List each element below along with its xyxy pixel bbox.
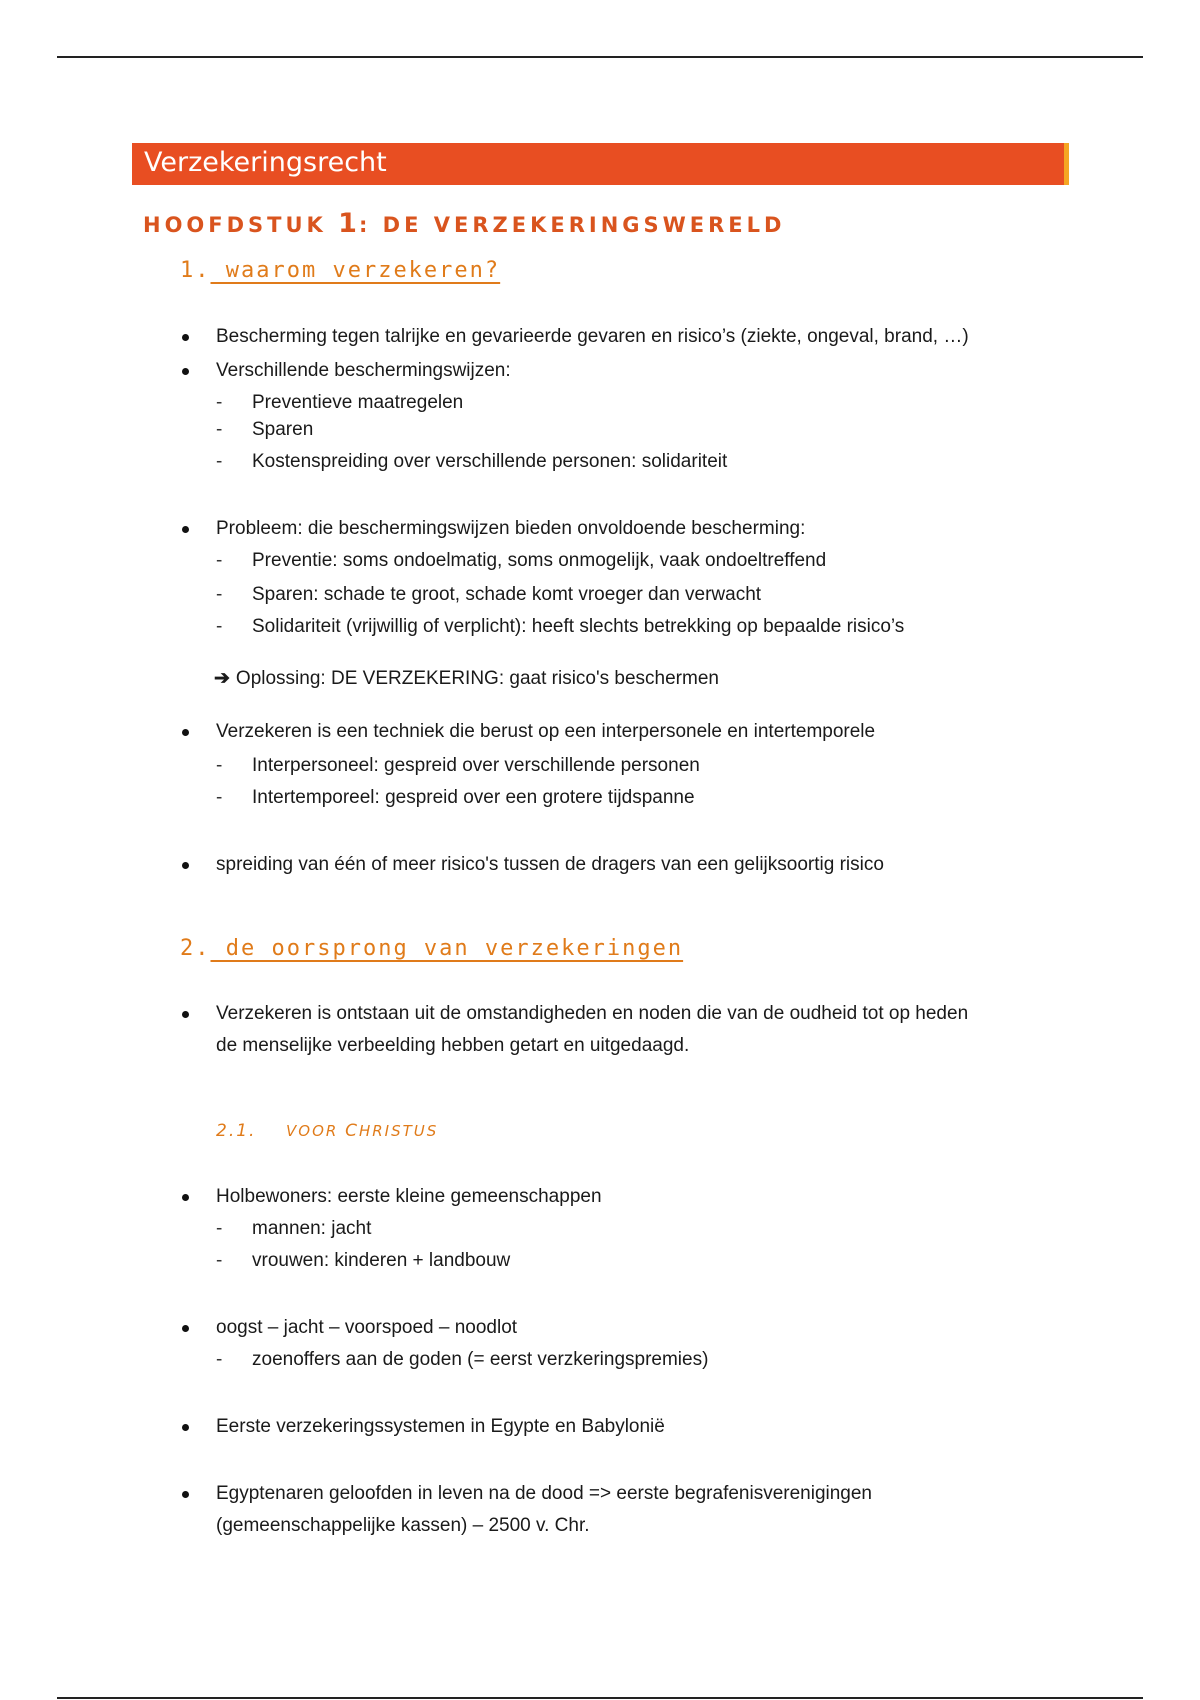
section-title: de oorsprong van verzekeringen: [210, 936, 684, 961]
list-item: Verzekeren is een techniek die berust op een interpersonele en intertemporele: [216, 721, 876, 742]
list-item-continuation: (gemeenschappelijke kassen) – 2500 v. Chr.: [216, 1515, 590, 1536]
chapter-title: : DE VERZEKERINGSWERELD: [358, 213, 786, 237]
subsection-title-pre: VOOR: [286, 1122, 346, 1140]
sub-list-item: - Kostenspreiding over verschillende personen: solidariteit: [252, 450, 727, 474]
list-item: Bescherming tegen talrijke en gevarieerde gevaren en risico’s (ziekte, ongeval, brand, …): [216, 326, 969, 347]
footer-rule: [57, 1697, 1143, 1699]
sub-list-item: - Sparen: schade te groot, schade komt vroeger dan verwacht: [252, 583, 761, 607]
sub-list-item: - Interpersoneel: gespreid over verschillende personen: [252, 754, 700, 778]
list-item: Eerste verzekeringssystemen in Egypte en Babylonië: [216, 1416, 665, 1437]
chapter-heading: [143, 208, 785, 239]
section-number: 1.: [180, 258, 211, 283]
list-item: Holbewoners: eerste kleine gemeenschappen: [216, 1186, 602, 1207]
sub-list-item: - Intertemporeel: gespreid over een grotere tijdspanne: [252, 786, 695, 810]
section-heading-1: [180, 258, 500, 283]
subsection-title-rest: HRISTUS: [358, 1122, 439, 1140]
section-title: waarom verzekeren?: [210, 258, 501, 283]
document-title-banner: [132, 143, 1069, 185]
chapter-prefix: HOOFDSTUK: [143, 213, 339, 237]
list-item: Egyptenaren geloofden in leven na de dood => eerste begrafenisverenigingen: [216, 1483, 873, 1504]
list-item: Verschillende beschermingswijzen:: [216, 360, 511, 381]
sub-list-item: - Preventie: soms ondoelmatig, soms onmogelijk, vaak ondoeltreffend: [252, 549, 826, 573]
list-item: Probleem: die beschermingswijzen bieden onvoldoende bescherming:: [216, 518, 806, 539]
sub-list-item: - Preventieve maatregelen: [252, 391, 463, 415]
sub-list-item: - zoenoffers aan de goden (= eerst verzkeringspremies): [252, 1348, 708, 1372]
sub-list-item: - mannen: jacht: [252, 1217, 371, 1241]
sub-list-item: - vrouwen: kinderen + landbouw: [252, 1249, 510, 1273]
subsection-title-cap: C: [345, 1121, 359, 1141]
section-number: 2.: [180, 936, 211, 961]
list-item: spreiding van één of meer risico's tussen de dragers van een gelijksoortig risico: [216, 854, 884, 875]
section-heading-2: [180, 936, 683, 961]
chapter-number: 1: [338, 208, 359, 239]
sub-list-item: - Sparen: [252, 418, 313, 442]
sub-list-item: - Solidariteit (vrijwillig of verplicht): heeft slechts betrekking op bepaalde risico’s: [252, 615, 904, 639]
list-item-continuation: de menselijke verbeelding hebben getart en uitgedaagd.: [216, 1035, 690, 1056]
subsection-number: 2.1.: [216, 1121, 257, 1141]
document-title: Verzekeringsrecht: [144, 147, 387, 178]
header-rule: [57, 56, 1143, 58]
list-item: Verzekeren is ontstaan uit de omstandigheden en noden die van de oudheid tot op heden: [216, 1003, 969, 1024]
subsection-heading: [216, 1121, 438, 1141]
solution-line: [214, 667, 719, 691]
list-item: oogst – jacht – voorspoed – noodlot: [216, 1317, 518, 1338]
solution-text: Oplossing: DE VERZEKERING: gaat risico's beschermen: [235, 668, 719, 689]
arrow-right-icon: ➔: [214, 668, 230, 689]
